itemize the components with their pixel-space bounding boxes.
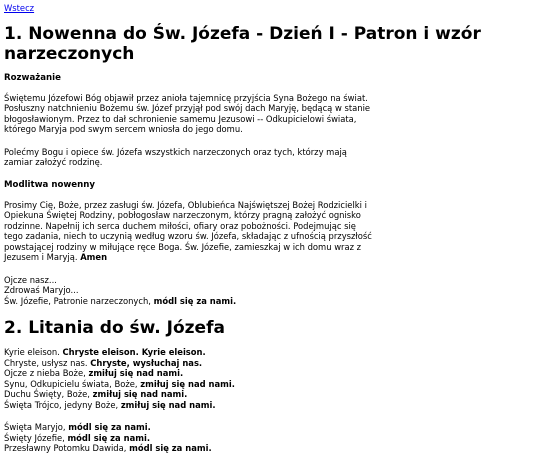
prayer-line: tego zadania, niech to uczynią według wzoru św. Józefa, składając z ufnością przyszłość xyxy=(4,231,372,241)
reflection-line: błogosławionym. Przez to dał schronienie samemu Jezusowi -- Odkupicielowi świata, xyxy=(4,113,357,124)
amen-text: Amen xyxy=(80,252,108,262)
litany-response: Chryste eleison. Kyrie eleison. xyxy=(62,347,206,357)
section1-title-line2: narzeczonych xyxy=(4,43,135,64)
litany-group-1 xyxy=(4,347,529,410)
reflection-line: którego Maryja pod swym sercem wniosła do jego domu. xyxy=(4,124,243,134)
litany-call: Ojcze z nieba Boże, xyxy=(4,368,86,378)
reflection-heading: Rozważanie xyxy=(4,72,61,83)
litany-line xyxy=(4,358,529,369)
litany-call: Synu, Odkupicielu świata, Boże, xyxy=(4,378,138,389)
section1-title-line1: 1. Nowenna do Św. Józefa - Dzień I - Patron i wzór xyxy=(4,23,481,44)
litany-response: zmiłuj się nad nami. xyxy=(88,368,184,378)
litany-line xyxy=(4,433,529,444)
litany-response: módl się za nami. xyxy=(67,432,151,443)
closing-invocation: Św. Józefie, Patronie narzeczonych, xyxy=(4,295,151,306)
litany-response: módl się za nami. xyxy=(129,443,212,453)
litany-call: Święta Maryjo, xyxy=(4,422,66,432)
closing-line: Zdrowaś Maryjo... xyxy=(4,285,79,295)
reflection-line: Świętemu Józefowi Bóg objawił przez anioła tajemnicę przyjścia Syna Bożego na świat. xyxy=(4,92,368,103)
litany-line xyxy=(4,379,529,390)
intention-line: Polećmy Bogu i opiece św. Józefa wszystkich narzeczonych oraz tych, którzy mają xyxy=(4,146,347,157)
litany-group-2 xyxy=(4,422,529,454)
litany-call: Duchu Święty, Boże, xyxy=(4,389,90,399)
prayer-line: powstającej rodziny w miłujące ręce Boga. Św. Józefie, zamieszkaj w ich domu wraz z xyxy=(4,241,362,252)
litany-call: Kyrie eleison. xyxy=(4,347,60,357)
prayer-heading: Modlitwa nowenny xyxy=(4,179,95,190)
section2-title: 2. Litania do św. Józefa xyxy=(4,318,225,338)
litany-call: Święta Trójco, jedyny Boże, xyxy=(4,399,119,410)
closing-response: módl się za nami. xyxy=(153,295,237,306)
reflection-line: Posłuszny natchnieniu Bożemu św. Józef przyjął pod swój dach Maryję, będącą w stanie xyxy=(4,103,371,113)
litany-call: Przesławny Potomku Dawida, xyxy=(4,443,127,453)
litany-line xyxy=(4,389,529,400)
reflection-paragraph xyxy=(4,93,529,135)
litany-line xyxy=(4,347,529,358)
litany-response: zmiłuj się nad nami. xyxy=(140,378,235,389)
litany-response: módl się za nami. xyxy=(68,422,151,432)
prayer-line: rodzinne. Napełnij ich serca duchem miłości, ofiary oraz pobożności. Podejmując się xyxy=(4,220,356,231)
prayer-paragraph xyxy=(4,200,529,263)
litany-response: Chryste, wysłuchaj nas. xyxy=(90,357,203,368)
closing-invocation-line xyxy=(4,296,529,307)
intention-paragraph xyxy=(4,147,529,168)
prayer-last-text: Jezusem i Maryją. xyxy=(4,252,78,262)
prayer-last-line xyxy=(4,252,529,263)
litany-response: zmiłuj się nad nami. xyxy=(120,399,216,410)
litany-line xyxy=(4,422,529,433)
prayer-line: Prosimy Cię, Boże, przez zasługi św. Józefa, Oblubieńca Najświętszej Bożej Rodzicielki i xyxy=(4,199,367,210)
back-link[interactable]: Wstecz xyxy=(4,3,35,13)
litany-response: zmiłuj się nad nami. xyxy=(92,389,188,399)
litany-line xyxy=(4,443,529,454)
litany-call: Chryste, usłysz nas. xyxy=(4,357,88,368)
section1-title xyxy=(4,24,529,64)
closing-line: Ojcze nasz... xyxy=(4,274,57,285)
intention-line: zamiar założyć rodzinę. xyxy=(4,157,103,167)
litany-line xyxy=(4,368,529,379)
litany-call: Święty Józefie, xyxy=(4,432,65,443)
prayer-line: Opiekuna Świętej Rodziny, pobłogosław narzeczonym, którzy pragną założyć ognisko xyxy=(4,210,361,220)
closing-paragraph xyxy=(4,275,529,307)
